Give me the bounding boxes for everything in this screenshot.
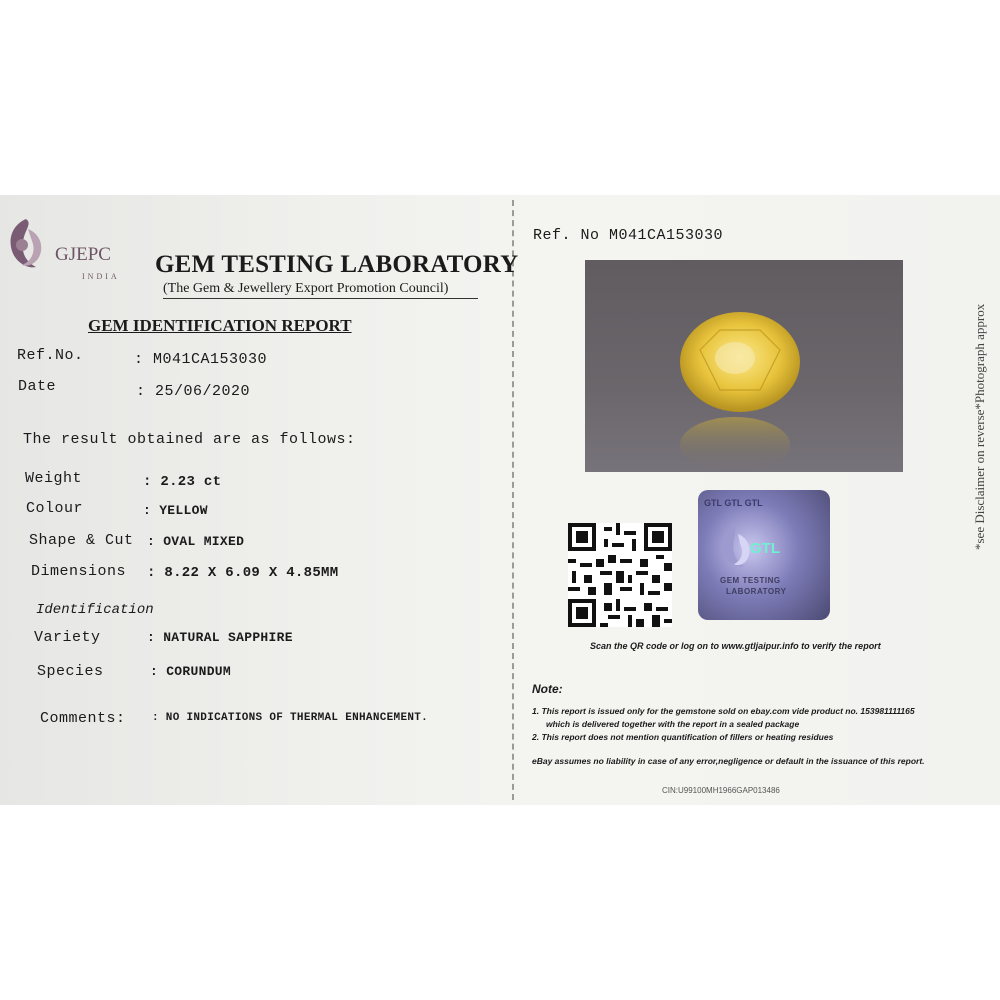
hologram-line1: GEM TESTING — [720, 576, 781, 585]
hologram-seal — [698, 490, 830, 620]
verify-instruction: Scan the QR code or log on to www.gtljaipur.info to verify the report — [590, 641, 881, 651]
lab-name: GEM TESTING LABORATORY — [155, 251, 519, 278]
field-label: Dimensions — [31, 563, 127, 580]
logo-text: GJEPC — [55, 244, 111, 265]
field-label: Colour — [26, 500, 84, 517]
photograph-disclaimer: *see Disclaimer on reverse*Photograph approx — [972, 303, 987, 550]
hologram-line2: LABORATORY — [726, 587, 787, 596]
note-heading: Note: — [532, 682, 563, 696]
field-label: Shape & Cut — [29, 532, 134, 549]
variety-label: Variety — [34, 629, 101, 646]
perforation-divider — [512, 200, 514, 800]
ref-label: Ref.No. — [17, 347, 84, 364]
gjepc-logo-icon — [2, 215, 50, 275]
comments-label: Comments: — [40, 710, 126, 727]
note-line: which is delivered together with the report in a sealed package — [546, 719, 800, 729]
gemstone-photo — [585, 260, 903, 472]
logo-subtext: INDIA — [82, 272, 120, 281]
note-line: eBay assumes no liability in case of any error,negligence or default in the issuance of this report. — [532, 756, 925, 766]
right-ref-number: Ref. No M041CA153030 — [533, 227, 724, 244]
intro-text: The result obtained are as follows: — [23, 431, 356, 448]
qr-code-icon — [568, 523, 672, 627]
hologram-badge: GTL — [750, 540, 780, 557]
cin-number: CIN:U99100MH1966GAP013486 — [662, 786, 780, 795]
field-label: Weight — [25, 470, 83, 487]
identification-heading: Identification — [36, 602, 154, 618]
field-value: : 8.22 X 6.09 X 4.85MM — [147, 565, 339, 581]
date-value: : 25/06/2020 — [136, 383, 251, 400]
field-value: : 2.23 ct — [143, 474, 222, 490]
ref-value: : M041CA153030 — [134, 351, 268, 368]
species-value: : CORUNDUM — [150, 664, 232, 679]
field-value: : OVAL MIXED — [147, 534, 245, 549]
report-title: GEM IDENTIFICATION REPORT — [88, 316, 352, 335]
gemstone-icon — [585, 260, 903, 472]
council-name: (The Gem & Jewellery Export Promotion Council) — [163, 281, 449, 296]
header-rule — [163, 298, 478, 299]
field-value: : YELLOW — [143, 503, 208, 518]
date-label: Date — [18, 378, 57, 395]
hologram-top-text: GTL GTL GTL — [704, 498, 763, 508]
note-line: 2. This report does not mention quantification of fillers or heating residues — [532, 732, 834, 742]
variety-value: : NATURAL SAPPHIRE — [147, 630, 293, 645]
note-line: 1. This report is issued only for the gemstone sold on ebay.com vide product no. 153981111165 — [532, 706, 915, 716]
species-label: Species — [37, 663, 104, 680]
comments-value: : NO INDICATIONS OF THERMAL ENHANCEMENT. — [152, 712, 429, 724]
